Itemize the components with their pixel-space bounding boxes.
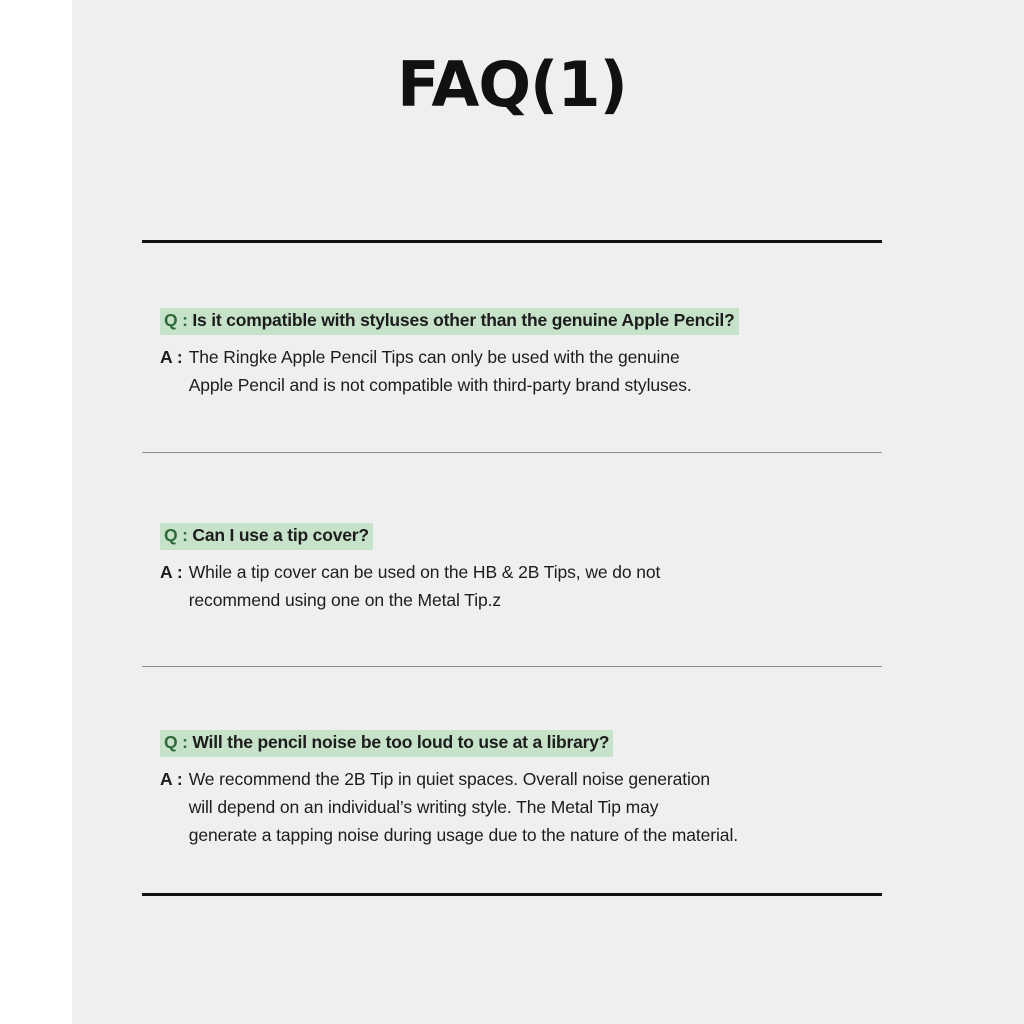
faq-answer-2 <box>160 558 950 614</box>
answer-line: Apple Pencil and is not compatible with third-party brand styluses. <box>188 374 692 395</box>
answer-prefix: A : <box>160 346 183 367</box>
faq-question-3 <box>160 730 613 757</box>
divider-1 <box>142 452 882 453</box>
answer-line: generate a tapping noise during usage due to the nature of the material. <box>188 824 738 845</box>
answer-prefix: A : <box>160 768 183 789</box>
faq-question-2 <box>160 523 373 550</box>
answer-line: We recommend the 2B Tip in quiet spaces. Overall noise generation <box>188 768 711 789</box>
answer-text <box>189 765 738 849</box>
answer-text <box>189 558 661 614</box>
faq-item-3 <box>160 730 950 849</box>
answer-text <box>189 343 692 399</box>
answer-prefix: A : <box>160 561 183 582</box>
faq-answer-3 <box>160 765 950 849</box>
question-text: Is it compatible with styluses other than the genuine Apple Pencil? <box>192 310 735 330</box>
question-prefix: Q : <box>164 732 188 752</box>
answer-line: recommend using one on the Metal Tip.z <box>188 589 502 610</box>
question-text: Can I use a tip cover? <box>192 525 369 545</box>
faq-item-1 <box>160 308 950 399</box>
divider-bottom <box>142 893 882 896</box>
question-prefix: Q : <box>164 525 188 545</box>
faq-answer-1 <box>160 343 950 399</box>
page-title: FAQ(1) <box>397 48 627 121</box>
divider-top <box>142 240 882 243</box>
faq-item-2 <box>160 523 950 614</box>
divider-2 <box>142 666 882 667</box>
question-prefix: Q : <box>164 310 188 330</box>
answer-line: The Ringke Apple Pencil Tips can only be used with the genuine <box>188 346 680 367</box>
faq-question-1 <box>160 308 739 335</box>
faq-page <box>72 0 1024 1024</box>
answer-line: will depend on an individual’s writing style. The Metal Tip may <box>188 796 659 817</box>
question-text: Will the pencil noise be too loud to use at a library? <box>192 732 610 752</box>
answer-line: While a tip cover can be used on the HB & 2B Tips, we do not <box>188 561 661 582</box>
